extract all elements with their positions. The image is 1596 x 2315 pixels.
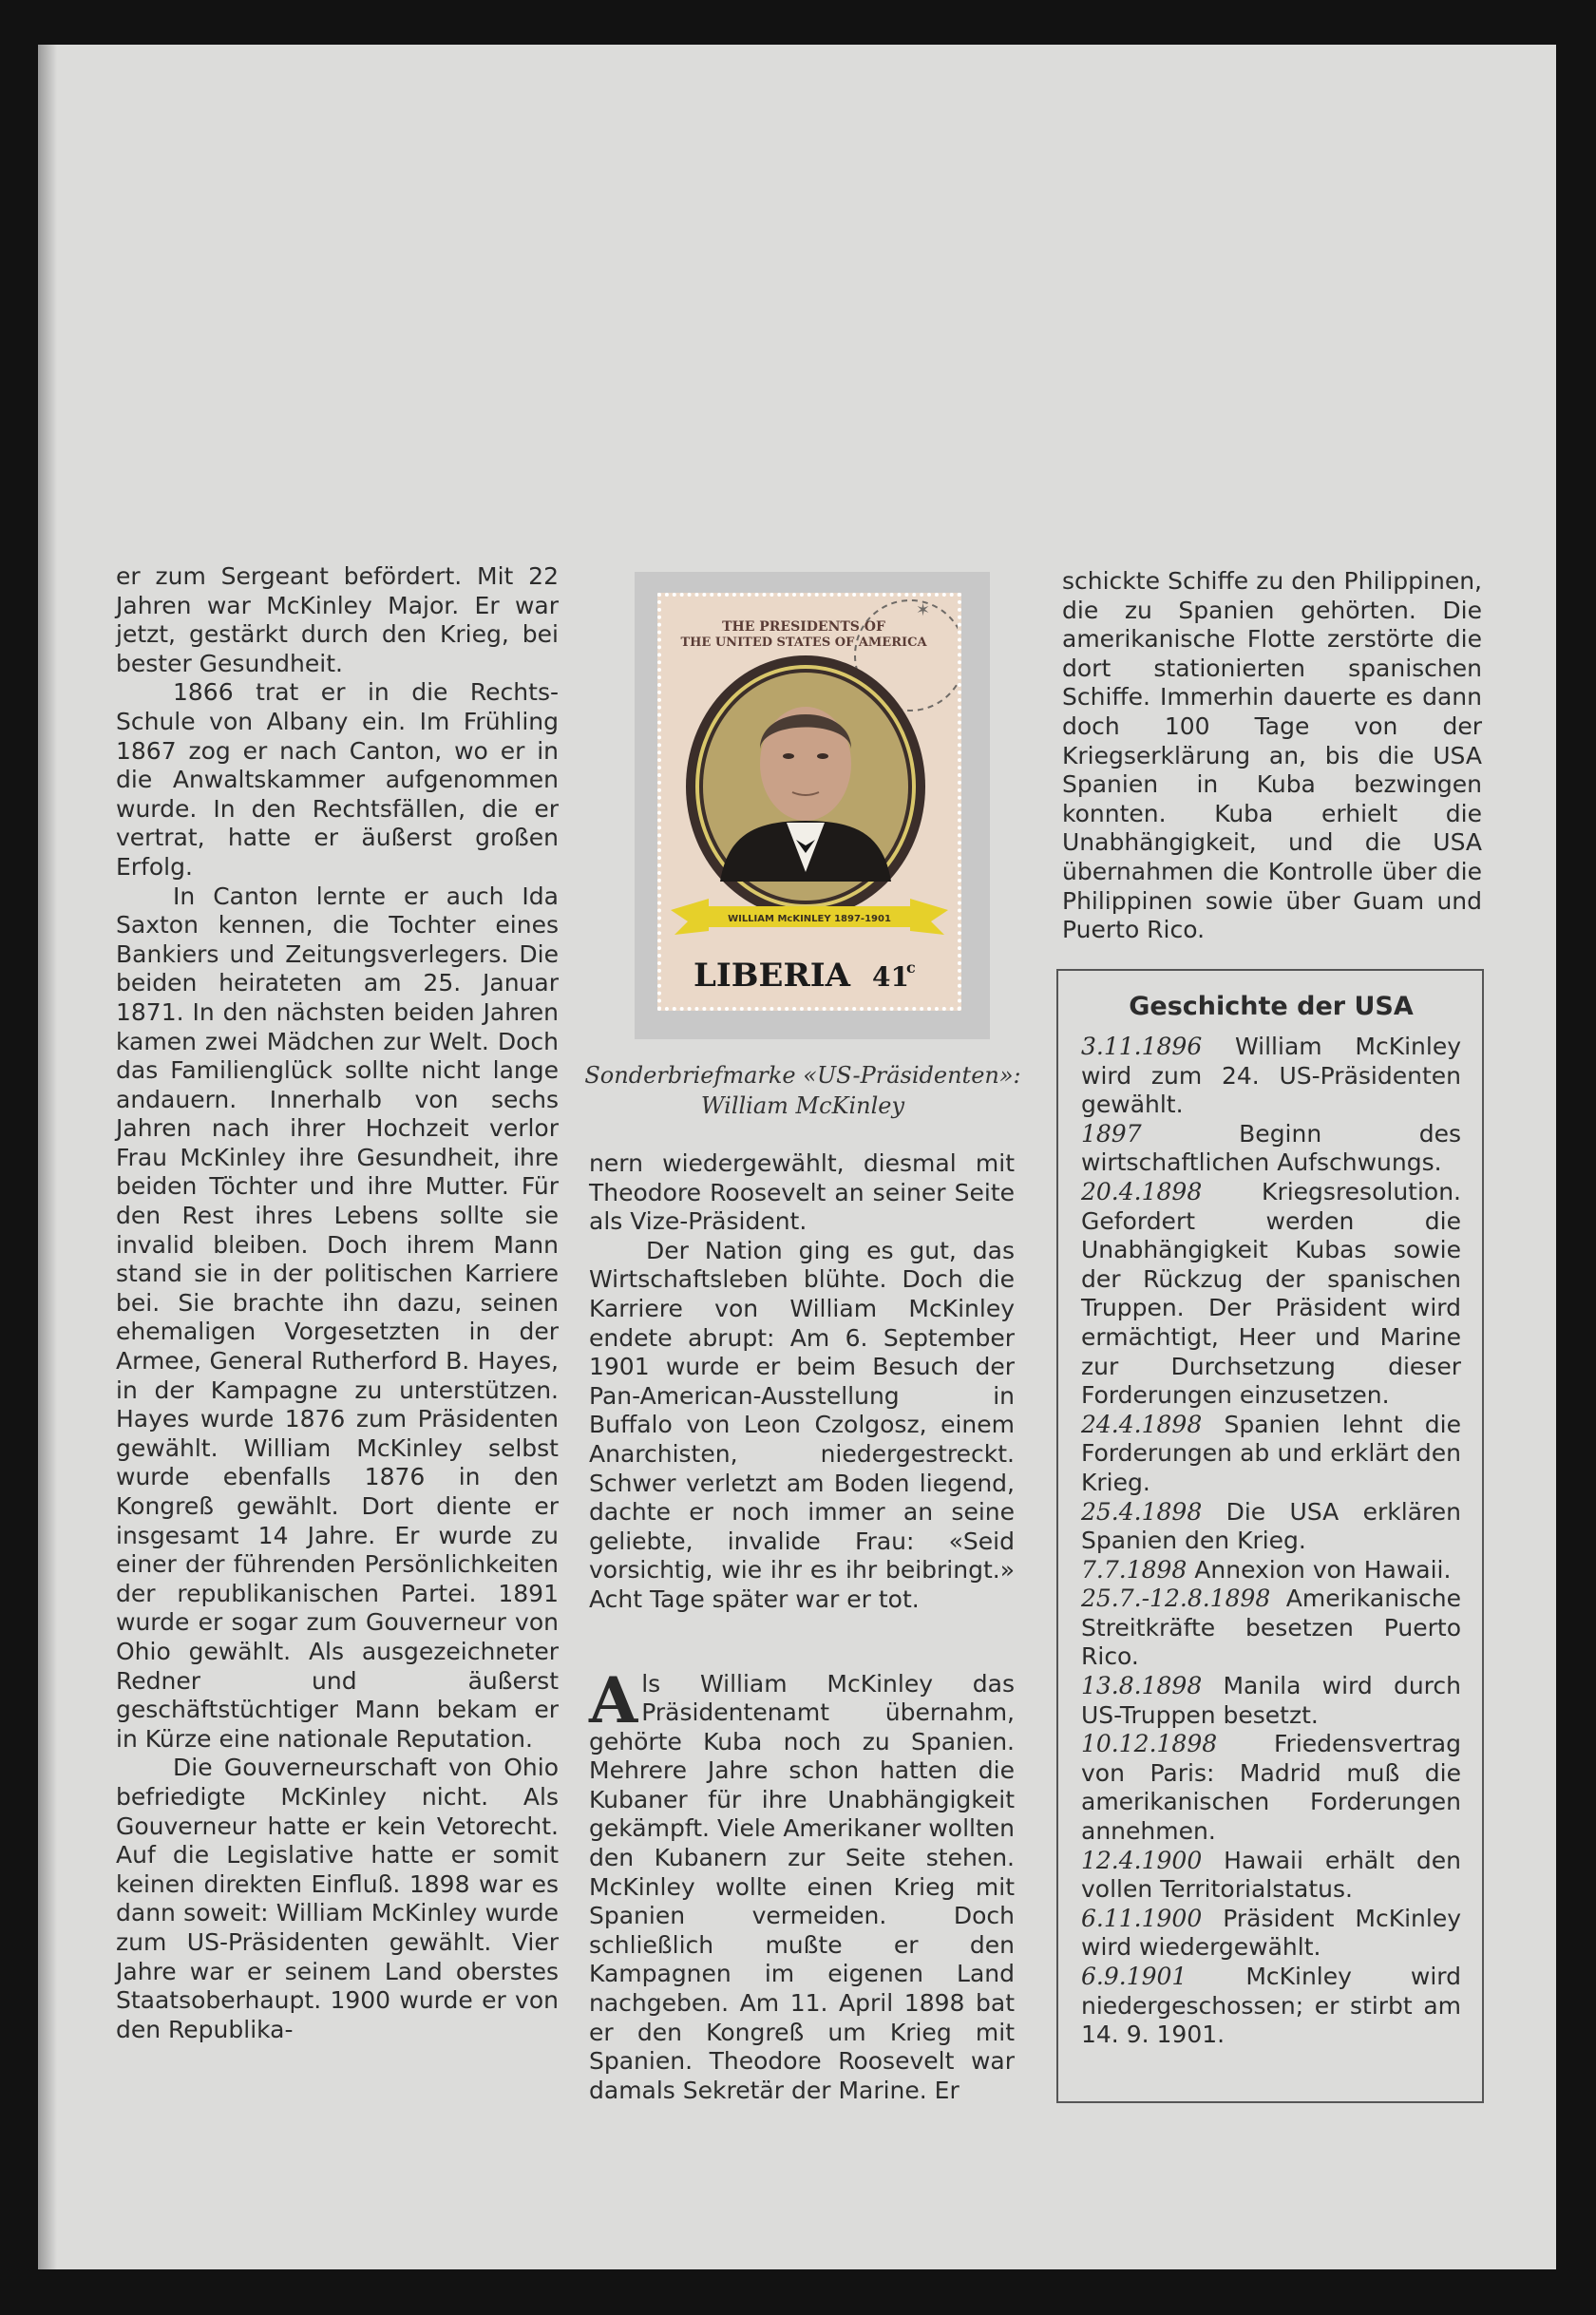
ribbon-text: WILLIAM McKINLEY 1897-1901 — [728, 914, 891, 924]
paragraph: Die Gouverneurschaft von Ohio befriedigte McKinley nicht. Als Gouverneur hatte er kein Vetorecht. Auf die Legislative hatte er somit keinen direkten Einfluß. 1898 war es dann soweit: William McKinley wurde zum US-Präsidenten gewählt. Vier Jahre war er seinem Land oberstes Staatsoberhaupt. 1900 wurde er von den Republika- — [116, 1754, 559, 2043]
timeline-entry — [1081, 1963, 1461, 2050]
timeline-text: Amerikanische Streitkräfte besetzen Puerto Rico. — [1081, 1584, 1461, 1671]
paragraph: Der Nation ging es gut, das Wirtschaftsleben blühte. Doch die Karriere von William McKinley endete abrupt: Am 6. September 1901 wurde er beim Besuch der Pan-American-Ausstellung in Buffalo von Leon Czolgosz, einem Anarchisten, niedergestreckt. Schwer verletzt am Boden liegend, dachte er noch immer an seine geliebte, invalide Frau: «Seid vorsichtig, wie ihr es ihr beibringt.» Acht Tage später war er tot. — [589, 1236, 1015, 1613]
timeline-text: Präsident McKinley wird wiedergewählt. — [1081, 1904, 1462, 1962]
timeline-date: 13.8.1898 — [1081, 1672, 1203, 1700]
stamp-value: 41 — [872, 961, 909, 993]
timeline-date: 3.11.1896 — [1081, 1033, 1203, 1060]
postmark-mark: ✶ — [916, 600, 931, 620]
timeline-text: Friedensvertrag von Paris: Madrid muß die amerikanischen Forderungen annehmen. — [1081, 1730, 1461, 1846]
stamp-heading-line2: THE UNITED STATES OF AMERICA — [680, 636, 927, 650]
timeline-date: 24.4.1898 — [1081, 1410, 1203, 1438]
timeline-text: Kriegsresolution. Gefordert werden die Unabhängigkeit Kubas sowie der Rückzug der spanischen Truppen. Der Präsident wird ermächtigt, Heer und Marine zur Durchsetzung dieser Forderungen einzusetzen. — [1081, 1177, 1461, 1410]
caption-line: Sonderbriefmarke «US-Präsidenten»: — [584, 1062, 1021, 1089]
paragraph-text: ls William McKinley das Präsidentenamt übernahm, gehörte Kuba noch zu Spanien. Mehrere Jahre schon hatten die Kubaner für ihre Unabhängigkeit gekämpft. Viele Amerikaner wollten den Kubanern zur Seite stehen. McKinley wollte einen Krieg mit Spanien vermeiden. Doch schließlich mußte er den Kampagnen im eigenen Land nachgeben. Am 11. April 1898 bat er den Kongreß um Krieg mit Spanien. Theodore Roosevelt war damals Sekretär der Marine. Er — [589, 1669, 1015, 2104]
timeline-entry — [1081, 1905, 1461, 1963]
timeline-text: William McKinley wird zum 24. US-Präsidenten gewählt. — [1081, 1033, 1461, 1119]
timeline-text: Beginn des wirtschaftlichen Aufschwungs. — [1081, 1119, 1461, 1177]
timeline-entry — [1081, 1730, 1461, 1846]
postage-stamp — [657, 593, 961, 1011]
timeline-text: Annexion von Hawaii. — [1194, 1555, 1452, 1584]
timeline-date: 6.9.1901 — [1081, 1963, 1188, 1990]
page-edge-shadow — [38, 45, 57, 2269]
timeline-date: 25.4.1898 — [1081, 1497, 1203, 1526]
timeline-entry — [1081, 1556, 1461, 1585]
paragraph: nern wiedergewählt, diesmal mit Theodore Roosevelt an seiner Seite als Vize-Präsident. — [589, 1149, 1015, 1236]
stamp-country: LIBERIA — [694, 957, 851, 995]
timeline-date: 1897 — [1081, 1119, 1142, 1148]
history-timeline-box — [1056, 969, 1484, 2103]
paragraph: schickte Schiffe zu den Philippinen, die zu Spanien gehörten. Die amerikanische Flotte zerstörte die dort stationierten spanischen Schiffe. Immerhin dauerte es dann doch 100 Tage von der Kriegserklärung an, bis die USA Spanien in Kuba bezwingen konnten. Kuba erhielt die Unabhängigkeit, und die USA übernahmen die Kontrolle über die Philippinen sowie über Guam und Puerto Rico. — [1062, 567, 1482, 944]
timeline-text: McKinley wird niedergeschossen; er stirbt am 14. 9. 1901. — [1081, 1963, 1462, 2049]
stamp-heading-line1: THE PRESIDENTS OF — [722, 619, 885, 635]
timeline-text: Spanien lehnt die Forderungen ab und erklärt den Krieg. — [1081, 1410, 1462, 1496]
timeline-title: Geschichte der USA — [1129, 992, 1414, 1021]
middle-text-column — [589, 1149, 1015, 2105]
timeline-entry — [1081, 1672, 1461, 1730]
caption-line: William McKinley — [700, 1092, 905, 1119]
timeline-entry — [1081, 1498, 1461, 1556]
timeline-date: 10.12.1898 — [1081, 1730, 1218, 1758]
timeline-entry — [1081, 1033, 1461, 1120]
left-text-column — [116, 562, 559, 2044]
timeline-date: 25.7.-12.8.1898 — [1081, 1584, 1271, 1613]
timeline-entry — [1081, 1584, 1461, 1672]
ribbon-right-tail — [910, 899, 948, 935]
paragraph-with-dropcap — [589, 1662, 1015, 2106]
dropcap: A — [589, 1662, 638, 1737]
timeline-text: Hawaii erhält den vollen Territorialstatus. — [1081, 1846, 1461, 1904]
portrait-eye-right — [817, 753, 828, 759]
paragraph: er zum Sergeant befördert. Mit 22 Jahren war McKinley Major. Er war jetzt, gestärkt durch den Krieg, bei bester Gesundheit. — [116, 562, 559, 677]
right-text-column — [1062, 567, 1482, 945]
timeline-text: Manila wird durch US-Truppen besetzt. — [1081, 1672, 1461, 1729]
timeline-entry — [1081, 1178, 1461, 1411]
timeline-date: 20.4.1898 — [1081, 1177, 1203, 1205]
timeline-date: 7.7.1898 — [1081, 1555, 1188, 1584]
stamp-mount — [635, 572, 990, 1039]
timeline-entry — [1081, 1411, 1461, 1498]
timeline-date: 6.11.1900 — [1081, 1904, 1203, 1932]
timeline-entry — [1081, 1847, 1461, 1905]
portrait-eye-left — [783, 753, 794, 759]
timeline-date: 12.4.1900 — [1081, 1846, 1203, 1874]
ribbon-left-tail — [671, 899, 709, 935]
paragraph: 1866 trat er in die Rechts-Schule von Albany ein. Im Frühling 1867 zog er nach Canton, wo er in die Anwaltskammer aufgenommen wurde. In den Rechtsfällen, die er vertrat, hatte er äußerst großen Erfolg. — [116, 678, 559, 881]
timeline-text: Die USA erklären Spanien den Krieg. — [1081, 1497, 1462, 1555]
paragraph: In Canton lernte er auch Ida Saxton kennen, die Tochter eines Bankiers und Zeitungsverlegers. Die beiden heirateten am 25. Januar 1871. In den nächsten beiden Jahren kamen zwei Mädchen zur Welt. Doch das Familienglück sollte nicht lange andauern. Innerhalb von sechs Jahren nach ihrer Hochzeit verlor Frau McKinley ihre Gesundheit, ihre beiden Töchter und ihre Mutter. Für den Rest ihres Lebens sollte sie invalid bleiben. Doch ihrem Mann stand sie in der politischen Karriere bei. Sie brachte ihn dazu, seinen ehemaligen Vorgesetzten in der Armee, General Rutherford B. Hayes, in der Kampagne zu unterstützen. Hayes wurde 1876 zum Präsidenten gewählt. William McKinley selbst wurde ebenfalls 1876 in den Kongreß gewählt. Dort diente er insgesamt 14 Jahre. Er wurde zu einer der führenden Persönlichkeiten der republikanischen Partei. 1891 wurde er sogar zum Gouverneur von Ohio gewählt. Als ausgezeichneter Redner und äußerst geschäftstüchtiger Mann bekam er in Kürze eine nationale Reputation. — [116, 882, 559, 1753]
timeline-entry — [1081, 1120, 1461, 1178]
stamp-artwork — [661, 597, 958, 1007]
timeline-list — [1081, 1033, 1461, 2050]
stamp-caption — [580, 1060, 1026, 1121]
stamp-value-unit: c — [906, 958, 916, 977]
